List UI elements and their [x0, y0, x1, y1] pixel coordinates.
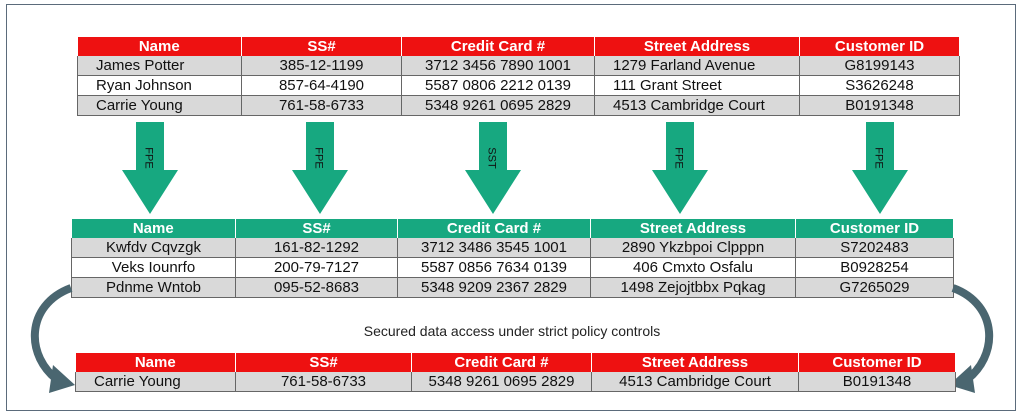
cell-ssn: 385-12-1199 — [242, 56, 402, 76]
cell-name: Carrie Young — [76, 372, 236, 392]
curved-arrows — [7, 5, 1017, 412]
table-row — [76, 372, 956, 392]
cell-name: James Potter — [78, 56, 242, 76]
cell-name: Carrie Young — [78, 96, 242, 116]
header-credit-card: Credit Card # — [412, 353, 592, 372]
cell-ssn: 161-82-1292 — [236, 238, 398, 258]
cell-ssn: 761-58-6733 — [236, 372, 412, 392]
cell-name: Kwfdv Cqvzgk — [72, 238, 236, 258]
header-name: Name — [78, 37, 242, 56]
cell-name: Ryan Johnson — [78, 76, 242, 96]
cell-customer-id: G7265029 — [796, 278, 954, 298]
cell-credit-card: 3712 3486 3545 1001 — [398, 238, 591, 258]
cell-credit-card: 5587 0856 7634 0139 — [398, 258, 591, 278]
cell-credit-card: 5348 9261 0695 2829 — [402, 96, 595, 116]
cell-street-address: 4513 Cambridge Court — [595, 96, 800, 116]
header-ssn: SS# — [242, 37, 402, 56]
cell-ssn: 857-64-4190 — [242, 76, 402, 96]
cell-ssn: 095-52-8683 — [236, 278, 398, 298]
arrowhead-left-icon — [49, 365, 75, 393]
cell-ssn: 761-58-6733 — [242, 96, 402, 116]
header-street-address: Street Address — [592, 353, 799, 372]
arrow-label: FPE — [872, 147, 885, 169]
cell-street-address: 111 Grant Street — [595, 76, 800, 96]
cell-ssn: 200-79-7127 — [236, 258, 398, 278]
diagram-frame — [6, 4, 1016, 411]
header-name: Name — [72, 219, 236, 238]
cell-customer-id: B0191348 — [799, 372, 956, 392]
header-customer-id: Customer ID — [799, 353, 956, 372]
cell-credit-card: 5587 0806 2212 0139 — [402, 76, 595, 96]
cell-credit-card: 5348 9261 0695 2829 — [412, 372, 592, 392]
arrow-label: FPE — [672, 147, 685, 169]
caption: Secured data access under strict policy controls — [363, 323, 661, 339]
cell-credit-card: 5348 9209 2367 2829 — [398, 278, 591, 298]
cell-name: Veks Iounrfo — [72, 258, 236, 278]
cell-street-address: 406 Cmxto Osfalu — [591, 258, 796, 278]
header-ssn: SS# — [236, 353, 412, 372]
arrow-label: FPE — [312, 147, 325, 169]
header-ssn: SS# — [236, 219, 398, 238]
cell-customer-id: B0928254 — [796, 258, 954, 278]
header-customer-id: Customer ID — [796, 219, 954, 238]
header-credit-card: Credit Card # — [398, 219, 591, 238]
arrow-label: FPE — [142, 147, 155, 169]
restored-data-table — [75, 353, 956, 392]
header-credit-card: Credit Card # — [402, 37, 595, 56]
cell-customer-id: S7202483 — [796, 238, 954, 258]
arrow-label: SST — [485, 147, 498, 169]
header-customer-id: Customer ID — [800, 37, 960, 56]
cell-customer-id: S3626248 — [800, 76, 960, 96]
cell-street-address: 1498 Zejojtbbx Pqkag — [591, 278, 796, 298]
cell-customer-id: G8199143 — [800, 56, 960, 76]
cell-street-address: 2890 Ykzbpoi Clpppn — [591, 238, 796, 258]
cell-customer-id: B0191348 — [800, 96, 960, 116]
cell-credit-card: 3712 3456 7890 1001 — [402, 56, 595, 76]
header-street-address: Street Address — [595, 37, 800, 56]
cell-street-address: 4513 Cambridge Court — [592, 372, 799, 392]
header-street-address: Street Address — [591, 219, 796, 238]
cell-name: Pdnme Wntob — [72, 278, 236, 298]
cell-street-address: 1279 Farland Avenue — [595, 56, 800, 76]
header-name: Name — [76, 353, 236, 372]
